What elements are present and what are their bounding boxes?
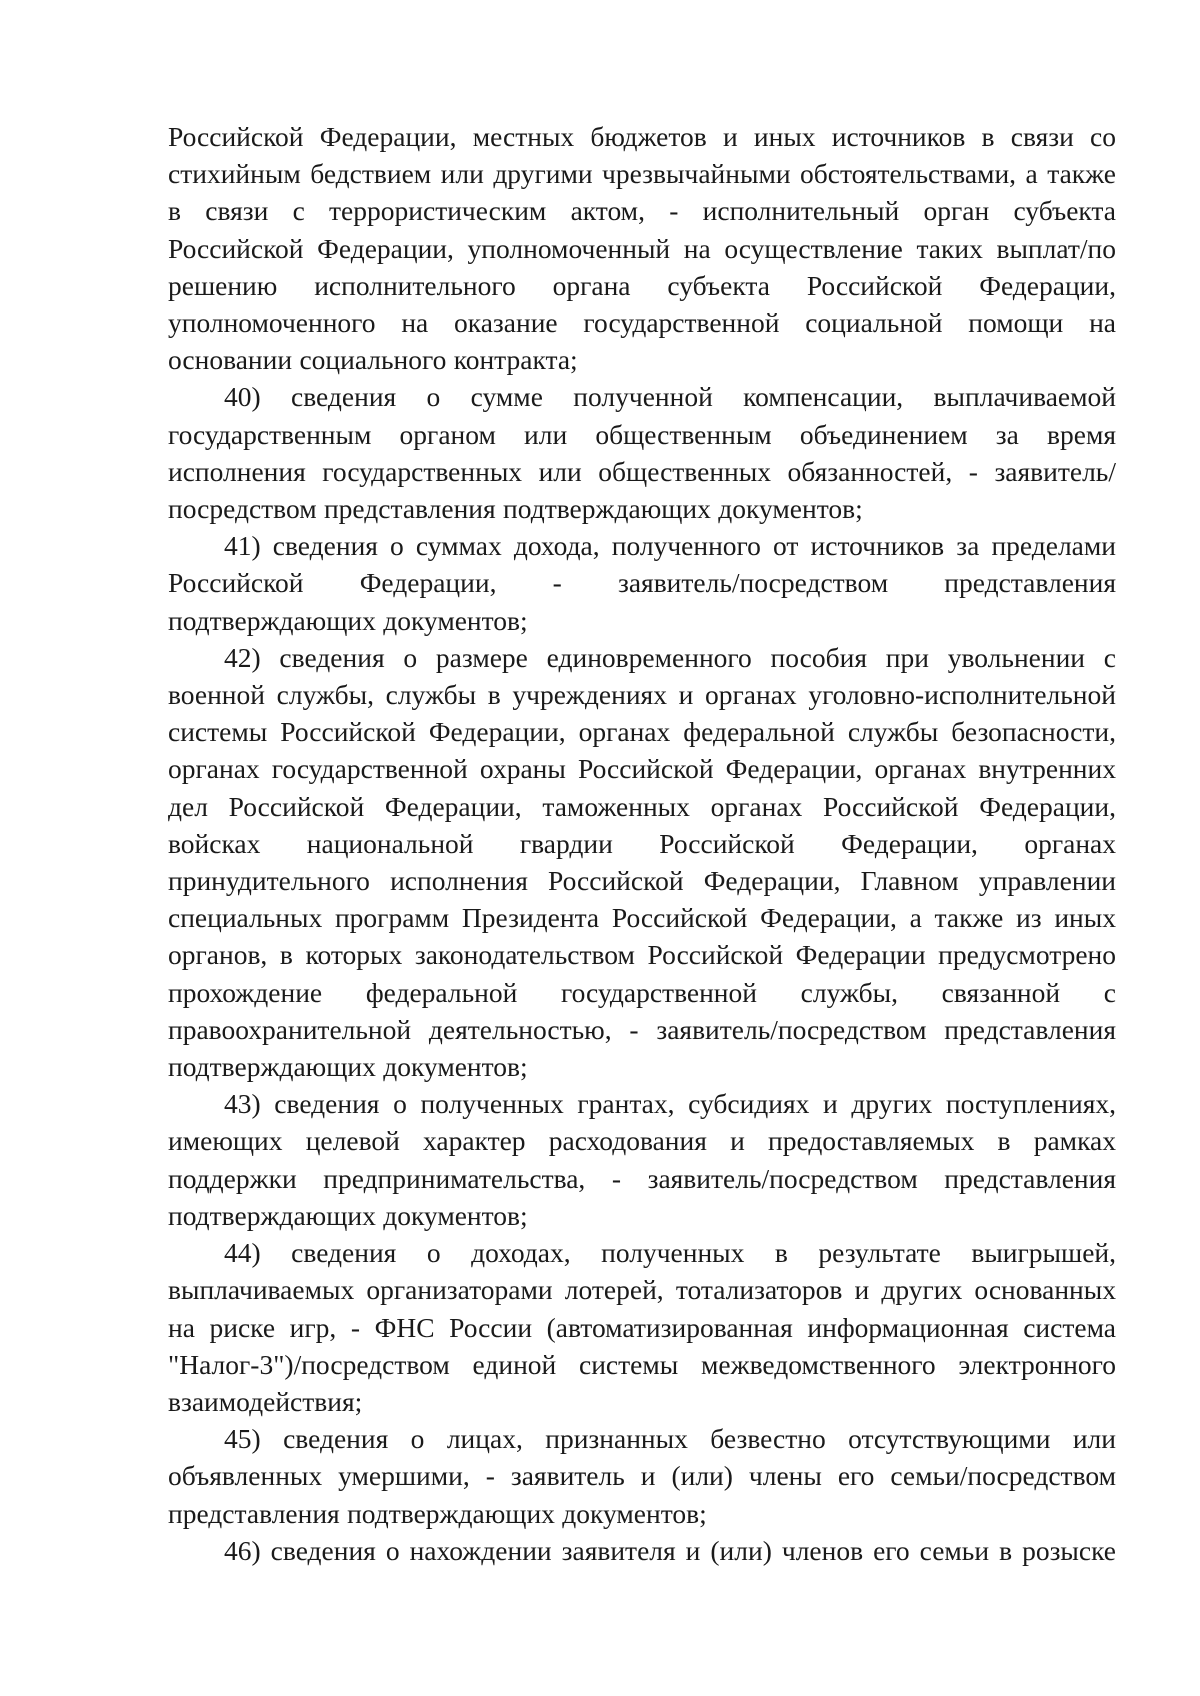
paragraph-item-40: 40) сведения о сумме полученной компенсации, выплачиваемой государственным органом или общественным объединением за время исполнения государственных или общественных обязанностей, - заявитель/посредством представления подтверждающих документов; xyxy=(168,381,1116,525)
paragraph-continuation: Российской Федерации, местных бюджетов и иных источников в связи со стихийным бедствием или другими чрезвычайными обстоятельствами, а также в связи с террористическим актом, - исполнительный орган субъекта Российской Федерации, уполномоченный на осуществление таких выплат/по решению исполнительного органа субъекта Российской Федерации, уполномоченного на оказание государственной социальной помощи на основании социального контракта; xyxy=(168,121,1116,376)
paragraph-item-43: 43) сведения о полученных грантах, субсидиях и других поступлениях, имеющих целевой характер расходования и предоставляемых в рамках поддержки предпринимательства, - заявитель/посредством представления подтверждающих документов; xyxy=(168,1088,1116,1231)
paragraph-item-45: 45) сведения о лицах, признанных безвестно отсутствующими или объявленных умершими, - заявитель и (или) члены его семьи/посредством представления подтверждающих документов; xyxy=(168,1423,1116,1529)
paragraph-item-41: 41) сведения о суммах дохода, полученного от источников за пределами Российской Федерации, - заявитель/посредством представления подтверждающих документов; xyxy=(168,530,1116,636)
paragraph-item-44: 44) сведения о доходах, полученных в результате выигрышей, выплачиваемых организаторами лотерей, тотализаторов и других основанных на риске игр, - ФНС России (автоматизированная информационная система "Налог-3")/посредством единой системы межведомственного электронного взаимодействия; xyxy=(168,1237,1116,1417)
document-page xyxy=(168,118,1116,1569)
paragraph-item-46: 46) сведения о нахождении заявителя и (или) членов его семьи в розыске xyxy=(224,1534,1116,1566)
paragraph-item-42: 42) сведения о размере единовременного пособия при увольнении с военной службы, службы в учреждениях и органах уголовно-исполнительной системы Российской Федерации, органах федеральной службы безопасности, органах государственной охраны Российской Федерации, органах внутренних дел Российской Федерации, таможенных органах Российской Федерации, войсках национальной гвардии Российской Федерации, органах принудительного исполнения Российской Федерации, Главном управлении специальных программ Президента Российской Федерации, а также из иных органов, в которых законодательством Российской Федерации предусмотрено прохождение федеральной государственной службы, связанной с правоохранительной деятельностью, - заявитель/посредством представления подтверждающих документов; xyxy=(168,641,1116,1083)
